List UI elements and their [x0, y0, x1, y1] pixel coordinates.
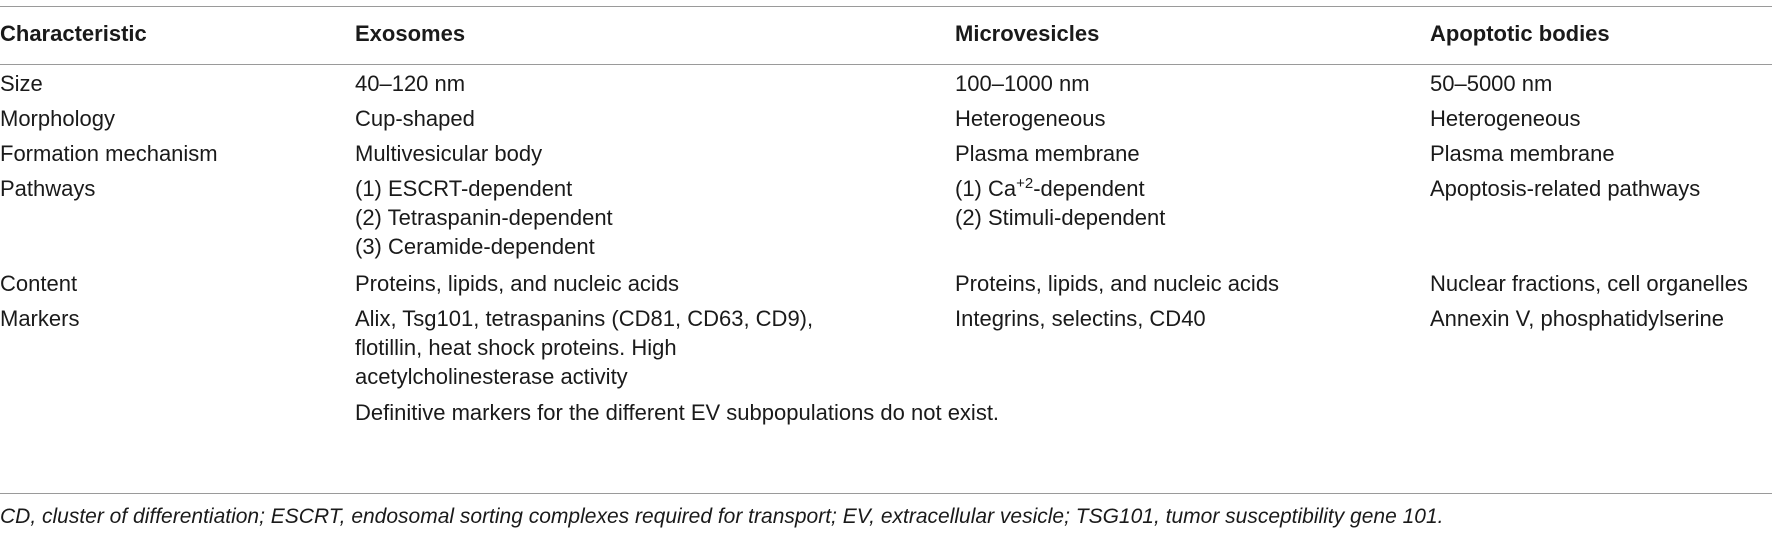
row-size-apoptotic: 50–5000 nm: [1430, 71, 1553, 96]
row-pathways-exosomes-line-2: (2) Tetraspanin-dependent: [355, 205, 613, 230]
calcium-suffix-text: -dependent: [1033, 176, 1145, 201]
row-content-exosomes: Proteins, lipids, and nucleic acids: [355, 271, 680, 296]
row-formation-microvesicles: Plasma membrane: [955, 141, 1140, 166]
row-formation-label: Formation mechanism: [0, 141, 218, 166]
calcium-text: (1) Ca: [955, 176, 1017, 201]
row-markers-exosomes-line-1: Alix, Tsg101, tetraspanins (CD81, CD63, CD9),: [355, 306, 814, 331]
header-microvesicles: Microvesicles: [955, 21, 1100, 46]
row-pathways-exosomes-line-3: (3) Ceramide-dependent: [355, 234, 595, 259]
table-footnote: CD, cluster of differentiation; ESCRT, endosomal sorting complexes required for transport; EV, extracellular vesicle; TSG101, tumor susceptibility gene 101.: [0, 505, 1444, 528]
row-size-microvesicles: 100–1000 nm: [955, 71, 1090, 96]
row-pathways-microvesicles-line-2: (2) Stimuli-dependent: [955, 205, 1166, 230]
markers-spanning-note: Definitive markers for the different EV subpopulations do not exist.: [355, 400, 1000, 425]
header-rule: [0, 64, 1772, 65]
header-exosomes: Exosomes: [355, 21, 466, 46]
row-pathways-apoptotic: Apoptosis-related pathways: [1430, 176, 1701, 201]
row-formation-apoptotic: Plasma membrane: [1430, 141, 1615, 166]
row-morphology-exosomes: Cup-shaped: [355, 106, 475, 131]
row-morphology-microvesicles: Heterogeneous: [955, 106, 1106, 131]
row-pathways-label: Pathways: [0, 176, 96, 201]
row-size-exosomes: 40–120 nm: [355, 71, 466, 96]
row-markers-exosomes-line-2: flotillin, heat shock proteins. High: [355, 335, 677, 360]
row-morphology-label: Morphology: [0, 106, 115, 131]
row-content-label: Content: [0, 271, 78, 296]
row-markers-microvesicles: Integrins, selectins, CD40: [955, 306, 1206, 331]
row-morphology-apoptotic: Heterogeneous: [1430, 106, 1581, 131]
calcium-charge-superscript: +2: [1016, 175, 1034, 192]
row-markers-apoptotic: Annexin V, phosphatidylserine: [1430, 306, 1724, 331]
row-content-apoptotic: Nuclear fractions, cell organelles: [1430, 271, 1748, 296]
table-bottom-rule: [0, 493, 1772, 494]
row-markers-label: Markers: [0, 306, 80, 331]
header-characteristic: Characteristic: [0, 21, 147, 46]
row-pathways-exosomes-line-1: (1) ESCRT-dependent: [355, 176, 573, 201]
row-content-microvesicles: Proteins, lipids, and nucleic acids: [955, 271, 1280, 296]
header-apoptotic-bodies: Apoptotic bodies: [1430, 21, 1610, 46]
row-formation-exosomes: Multivesicular body: [355, 141, 543, 166]
row-size-label: Size: [0, 71, 43, 96]
table-top-rule: [0, 6, 1772, 7]
row-markers-exosomes-line-3: acetylcholinesterase activity: [355, 364, 628, 389]
